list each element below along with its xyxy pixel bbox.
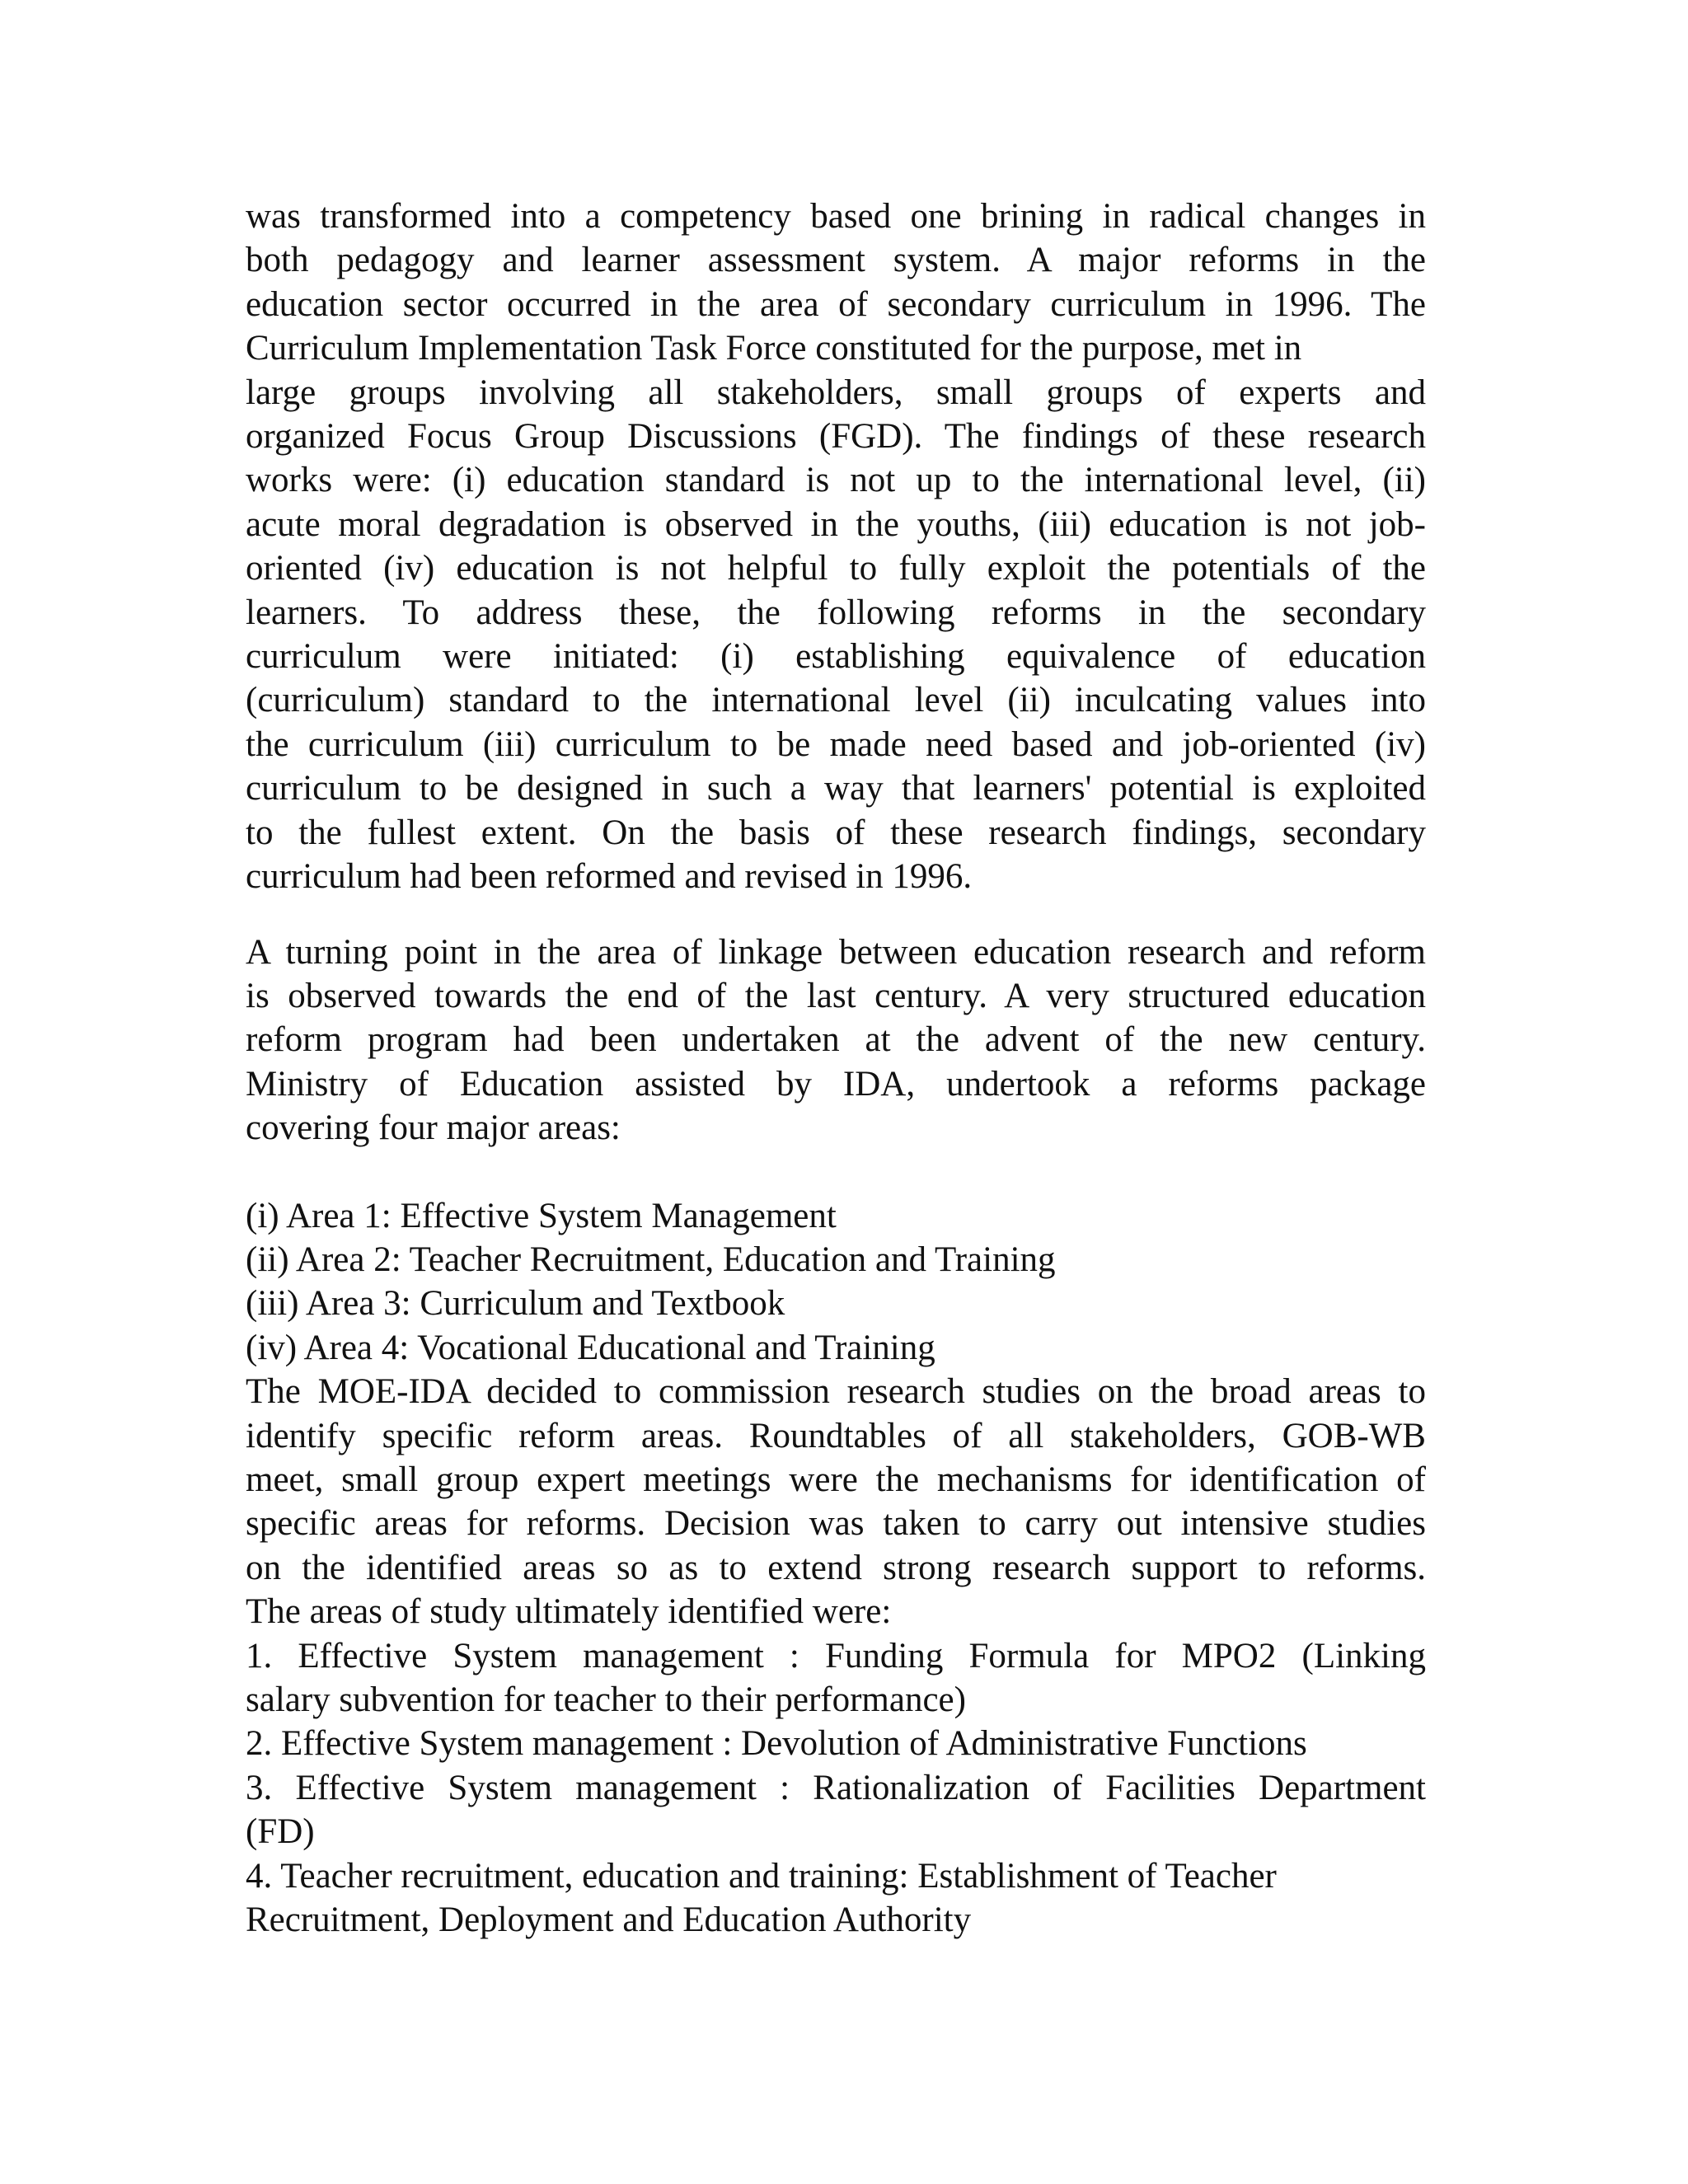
text-line: The MOE-IDA decided to commission research studies on the broad areas to [246,1372,1426,1412]
text-line: curriculum to be designed in such a way that learners' potential is exploited [246,769,1426,808]
text-line: reform program had been undertaken at the advent of the new century. [246,1020,1426,1060]
text-line: meet, small group expert meetings were the mechanisms for identification of [246,1460,1426,1499]
list-item [246,1766,1426,1854]
list-item [246,1634,1426,1722]
paragraph-curriculum-reform-1996 [246,194,1426,899]
text-line: both pedagogy and learner assessment system. A major reforms in the [246,241,1426,280]
text-line: 3. Effective System management : Rationalization of Facilities Department [246,1768,1426,1807]
text-line: (FD) [246,1812,315,1852]
text-line: Ministry of Education assisted by IDA, undertook a reforms package [246,1064,1426,1104]
text-line: covering four major areas: [246,1108,621,1148]
text-line: the curriculum (iii) curriculum to be made need based and job-oriented (iv) [246,724,1426,764]
text-line: salary subvention for teacher to their performance) [246,1680,966,1719]
text-line: was transformed into a competency based one brining in radical changes in [246,197,1426,236]
reform-areas-list [246,1194,1426,1371]
text-line: specific areas for reforms. Decision was taken to carry out intensive studies [246,1504,1426,1544]
text-line: to the fullest extent. On the basis of these research findings, secondary [246,813,1426,852]
list-item: (ii) Area 2: Teacher Recruitment, Education and Training [246,1240,1056,1279]
text-line: is observed towards the end of the last century. A very structured education [246,976,1426,1015]
document-page [246,194,1426,1942]
text-line: education sector occurred in the area of secondary curriculum in 1996. The [246,284,1426,324]
text-line: The areas of study ultimately identified were: [246,1592,892,1632]
list-item: (iii) Area 3: Curriculum and Textbook [246,1284,785,1324]
study-areas-list [246,1634,1426,1943]
text-line: 4. Teacher recruitment, education and training: Establishment of Teacher [246,1856,1277,1896]
text-line: large groups involving all stakeholders, small groups of experts and [246,373,1426,412]
text-line: Curriculum Implementation Task Force constituted for the purpose, met in [246,329,1302,368]
text-line: identify specific reform areas. Roundtables of all stakeholders, GOB-WB [246,1416,1426,1455]
text-line: learners. To address these, the following reforms in the secondary [246,593,1426,632]
text-line: curriculum had been reformed and revised in 1996. [246,857,973,897]
text-line: works were: (i) education standard is not up to the international level, (ii) [246,461,1426,500]
text-line: acute moral degradation is observed in the youths, (iii) education is not job- [246,504,1426,544]
list-item: (i) Area 1: Effective System Management [246,1196,837,1235]
text-line: (curriculum) standard to the international level (ii) inculcating values into [246,681,1426,720]
paragraph-turning-point [246,930,1426,1151]
text-line: 2. Effective System management : Devolution of Administrative Functions [246,1724,1307,1764]
list-item [246,1722,1426,1765]
list-item [246,1854,1426,1943]
text-line: curriculum were initiated: (i) establishing equivalence of education [246,637,1426,677]
paragraph-moe-ida [246,1370,1426,1633]
text-line: on the identified areas so as to extend strong research support to reforms. [246,1548,1426,1587]
text-line: Recruitment, Deployment and Education Authority [246,1900,972,1940]
text-line: oriented (iv) education is not helpful to fully exploit the potentials of the [246,549,1426,588]
text-line: 1. Effective System management : Funding Formula for MPO2 (Linking [246,1636,1426,1675]
text-line: A turning point in the area of linkage between education research and reform [246,932,1426,972]
text-line: organized Focus Group Discussions (FGD). The findings of these research [246,417,1426,457]
list-item: (iv) Area 4: Vocational Educational and Training [246,1328,935,1367]
